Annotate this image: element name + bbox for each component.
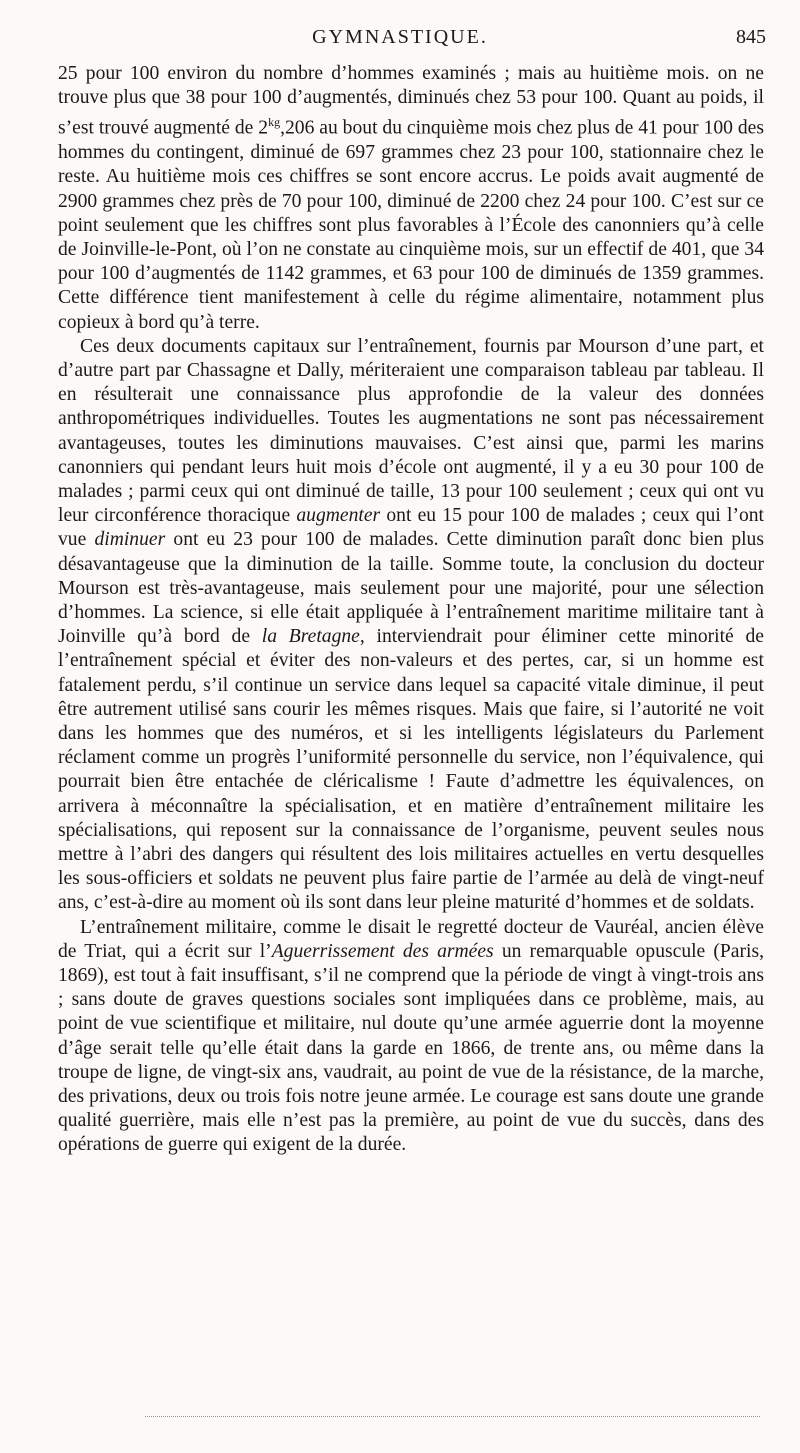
- paragraph: [58, 335, 764, 916]
- text-run: Ces deux documents capitaux sur l’entraînement, fournis par Mourson d’une part, et d’autre part par Chassagne et Dally, mériteraient une comparaison tableau par tableau. Il en résulterait une connaissance plus approfondie de la valeur des données anthropométriques individuelles. Toutes les augmentations ne sont pas nécessairement avantageuses, toutes les diminutions mauvaises. C’est ainsi que, parmi les marins canonniers qui pendant leurs huit mois d’école ont augmenté, il y a eu 30 pour 100 de malades ; parmi ceux qui ont diminué de taille, 13 pour 100 seulement ; ceux qui ont vu leur circonférence thoracique: [58, 335, 764, 527]
- running-head: GYMNASTIQUE.: [312, 26, 488, 48]
- superscript-unit: kg: [268, 115, 281, 130]
- italic-text: augmenter: [296, 505, 381, 527]
- paragraph: [58, 62, 764, 335]
- text-run: un remarquable opuscule (Paris, 1869), est tout à fait insuffisant, s’il ne comprend que la période de vingt à vingt-trois ans ; sans doute de graves questions sociales sont impliquées dans ce problème, mais, au point de vue scientifique et militaire, nul doute qu’une armée aguerrie dont la moyenne d’âge serait telle qu’elle était dans la garde en 1866, de trente ans, ou même dans la troupe de ligne, de vingt-six ans, vaudrait, au point de vue de la résistance, de la marche, des privations, deux ou trois fois notre jeune armée. Le courage est sans doute une grande qualité guerrière, mais elle n’est pas la première, au point de vue du succès, dans des opérations de guerre qui exigent de la durée.: [58, 940, 764, 1156]
- text-run: ont eu 23 pour 100 de malades. Cette diminution paraît donc bien plus désavantageuse que la diminution de la taille. Somme toute, la conclusion du docteur Mourson est très-avantageuse, mais seulement pour une majorité, pour une sélection d’hommes. La science, si elle était appliquée à l’entraînement maritime militaire tant à Joinville qu’à bord de: [58, 529, 764, 648]
- bottom-dotted-rule: [145, 1416, 760, 1417]
- text-run: L’entraînement militaire, comme le disait le regretté docteur de Vauréal, ancien élève de Triat, qui a écrit sur l’: [58, 916, 764, 962]
- paragraph: [58, 916, 764, 1158]
- text-run: , interviendrait pour éliminer cette minorité de l’entraînement spécial et éviter des non-valeurs et des pertes, car, si un homme est fatalement perdu, s’il continue un service dans lequel sa capacité vitale diminue, il peut être autrement utilisé sans courir les mêmes risques. Mais que faire, si l’autorité ne voit dans les hommes que des numéros, et si les intelligents législateurs du Parlement réclament comme un progrès l’uniformité personnelle du service, non l’équivalence, qui pourrait bien être entachée de cléricalisme ! Faute d’admettre les équivalences, on arrivera à méconnaître la spécialisation, et en matière d’entraînement militaire les spécialisations, qui reposent sur la connaissance de l’organisme, peuvent seules nous mettre à l’abri des dangers qui résultent des lois militaires actuelles en vertu desquelles les sous-officiers et soldats ne peuvent plus faire partie de l’armée au delà de vingt-neuf ans, c’est-à-dire au moment où ils sont dans leur pleine maturité d’hommes et de soldats.: [58, 626, 764, 914]
- page-header: [0, 26, 800, 56]
- italic-text: la Bretagne: [261, 626, 360, 648]
- text-run: ont eu 15 pour 100 de malades ; ceux qui l’ont vue: [58, 505, 765, 551]
- italic-text: diminuer: [94, 529, 166, 551]
- text-run: ,206 au bout du cinquième mois chez plus de 41 pour 100 des hommes du contingent, diminué de 697 grammes chez 23 pour 100, stationnaire chez le reste. Au huitième mois ces chiffres se sont encore accrus. Le poids avait augmenté de 2900 grammes chez près de 70 pour 100, diminué de 2200 chez 24 pour 100. C’est sur ce point seulement que les chiffres sont plus favorables à l’École des canonniers qu’à celle de Joinville-le-Pont, où l’on ne constate au cinquième mois, sur un effectif de 401, que 34 pour 100 d’augmentés de 1142 grammes, et 63 pour 100 de diminués de 1359 grammes. Cette différence tient manifestement à celle du régime alimentaire, notamment plus copieux à bord qu’à terre.: [58, 117, 764, 333]
- text-run: 25 pour 100 environ du nombre d’hommes examinés ; mais au huitième mois. on ne trouve plus que 38 pour 100 d’augmentés, diminués chez 53 pour 100. Quant au poids, il s’est trouvé augmenté de 2: [58, 63, 764, 139]
- page-number: 845: [736, 26, 766, 48]
- body-text: [58, 62, 764, 1158]
- italic-text: Aguerrissement des armées: [271, 940, 494, 962]
